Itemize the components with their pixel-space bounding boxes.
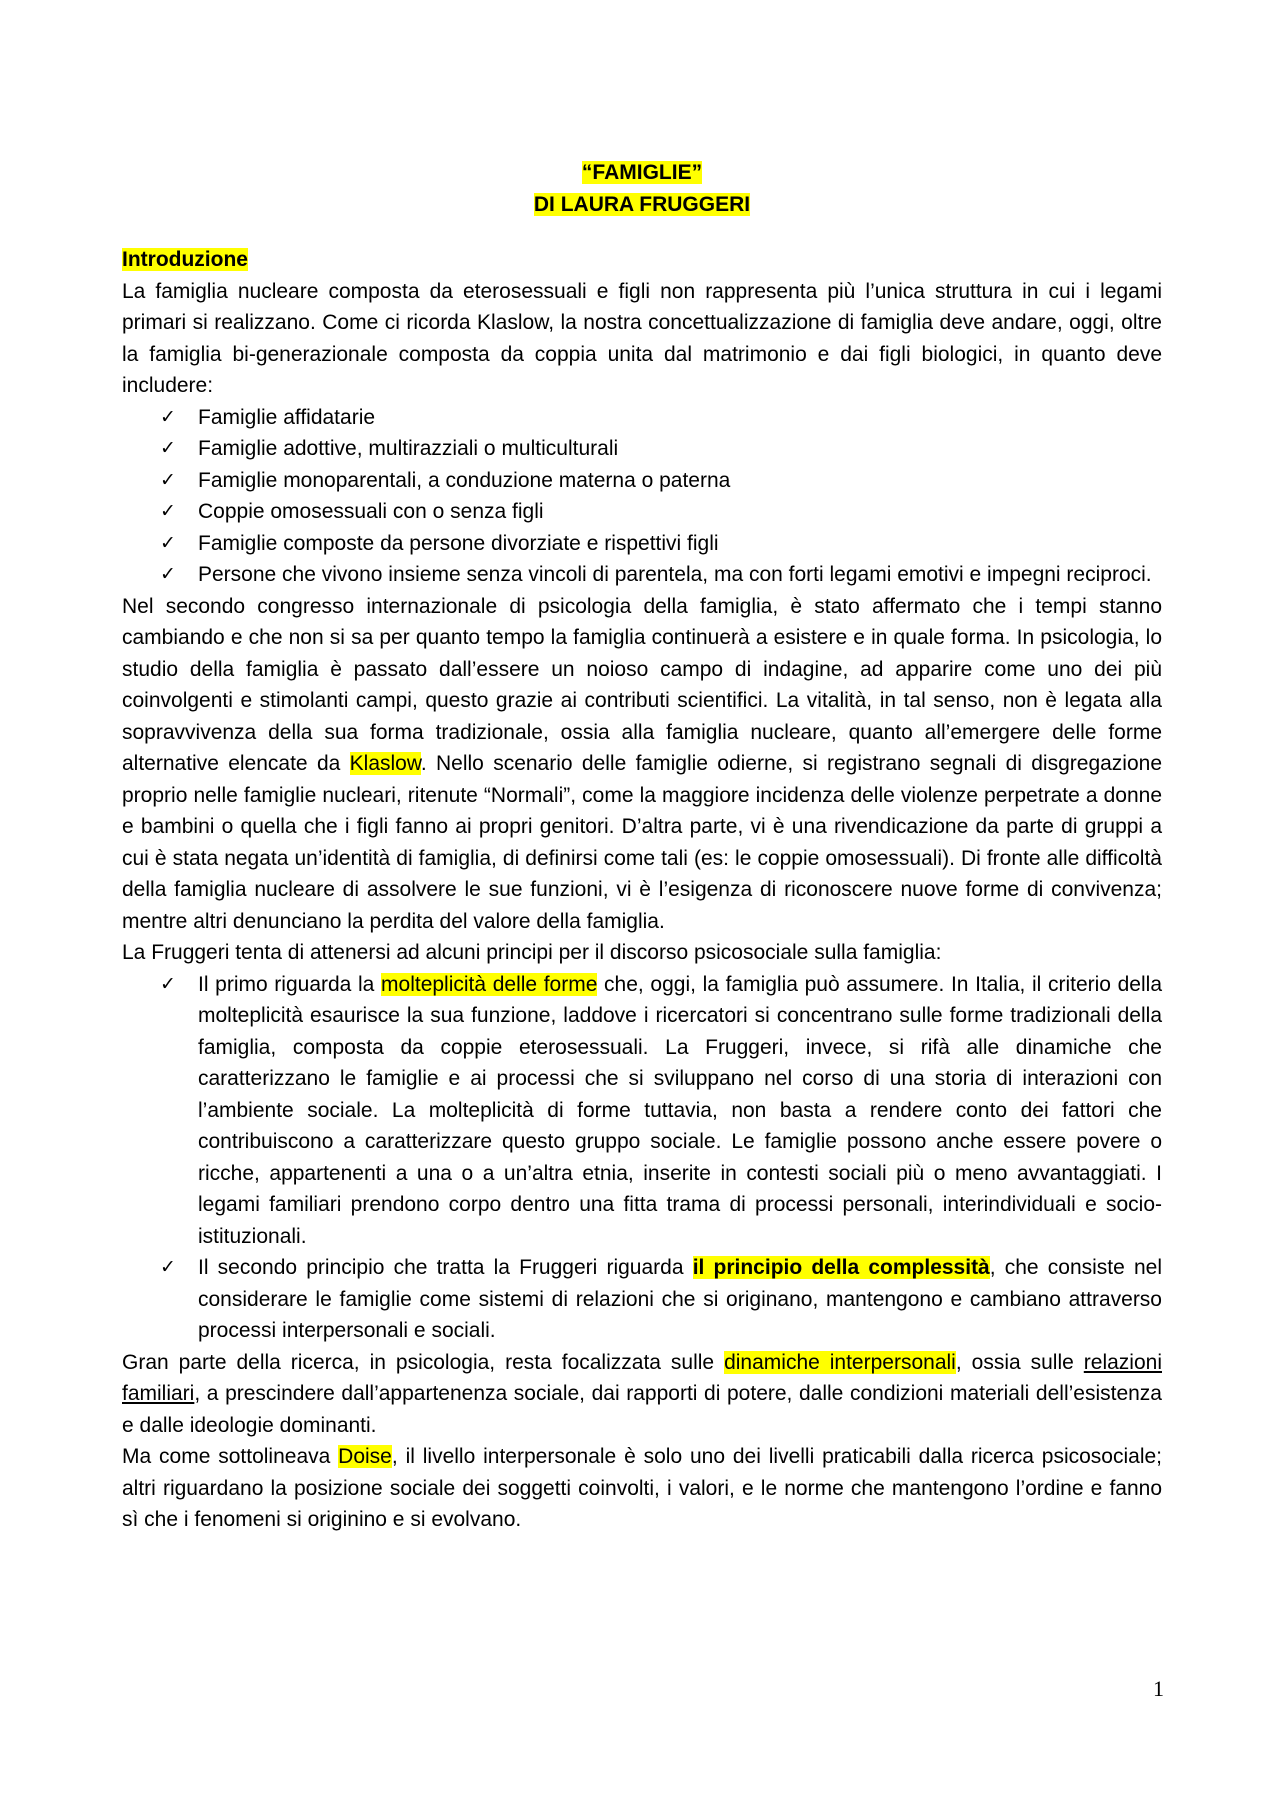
list-item: ✓ Il secondo principio che tratta la Fruggeri riguarda il principio della complessità, che consiste nel considerare le famiglie come sistemi di relazioni che si originano, mantengono e cambiano attraverso processi interpersonali e sociali. — [198, 1252, 1162, 1347]
list-item: ✓ Famiglie monoparentali, a conduzione materna o paterna — [198, 465, 1162, 497]
check-icon: ✓ — [160, 1256, 176, 1278]
paragraph-congress: Nel secondo congresso internazionale di psicologia della famiglia, è stato affermato che i tempi stanno cambiando e che non si sa per quanto tempo la famiglia continuerà a esistere e in quale forma. In psicologia, lo studio della famiglia è passato dall’essere un noioso campo di indagine, ad apparire come uno dei più coinvolgenti e stimolanti campi, questo grazie ai contributi scientifici. La vitalità, in tal senso, non è legata alla sopravvivenza della sua forma tradizionale, ossia alla famiglia nucleare, quanto all’emergere delle forme alternative elencate da Klaslow. Nello scenario delle famiglie odierne, si registrano segnali di disgregazione proprio nelle famiglie nucleari, ritenute “Normali”, come la maggiore incidenza delle violenze perpetrate a donne e bambini o quella che i figli fanno ai propri genitori. D’altra parte, vi è una rivendicazione da parte di gruppi a cui è stata negata un’identità di famiglia, di definirsi come tali (es: le coppie omosessuali). Di fronte alle difficoltà della famiglia nucleare di assolvere le sue funzioni, vi è l’esigenza di riconoscere nuove forme di convivenza; mentre altri denunciano la perdita del valore della famiglia. — [122, 594, 1162, 933]
check-icon: ✓ — [160, 437, 176, 459]
underline-relazioni: relazioni familiari — [122, 1350, 1162, 1405]
intro-paragraph: La famiglia nucleare composta da eterosessuali e figli non rappresenta più l’unica struttura in cui i legami primari si realizzano. Come ci ricorda Klaslow, la nostra concettualizzazione di famiglia deve andare, oggi, oltre la famiglia bi-generazionale composta da coppia unita dal matrimonio e dai figli biologici, in quanto deve includere: — [122, 279, 1162, 397]
highlight-doise: Doise — [338, 1445, 392, 1468]
highlight-complessita: il principio della complessità — [692, 1256, 990, 1279]
page-number: 1 — [1153, 1676, 1164, 1701]
highlight-dinamiche: dinamiche interpersonali — [724, 1350, 956, 1374]
title-line-1: “FAMIGLIE” — [581, 161, 703, 184]
check-icon: ✓ — [160, 563, 176, 585]
paragraph-principles-intro: La Fruggeri tenta di attenersi ad alcuni principi per il discorso psicosociale sulla famiglia: — [122, 941, 942, 964]
list-item: ✓ Persone che vivono insieme senza vincoli di parentela, ma con forti legami emotivi e impegni reciproci. — [198, 559, 1162, 591]
paragraph-research: Gran parte della ricerca, in psicologia, resta focalizzata sulle dinamiche interpersonali, ossia sulle relazioni familiari, a prescindere dall’appartenenza sociale, dai rapporti di potere, dalle condizioni materiali dell’esistenza e dalle ideologie dominanti. — [122, 1350, 1162, 1437]
check-icon: ✓ — [160, 500, 176, 522]
highlight-klaslow: Klaslow — [349, 752, 421, 775]
document-title — [122, 157, 1162, 220]
list-item: ✓ Famiglie composte da persone divorziate e rispettivi figli — [198, 528, 1162, 560]
highlight-molteplicita: molteplicità delle forme — [381, 972, 598, 996]
list-item: ✓ Famiglie affidatarie — [198, 402, 1162, 434]
document-page — [122, 157, 1162, 1536]
list-item: ✓ Il primo riguarda la molteplicità delle forme che, oggi, la famiglia può assumere. In Italia, il criterio della molteplicità esaurisce la sua funzione, laddove i ricercatori si concentrano sulle forme tradizionali della famiglia, composta da coppie eterosessuali. La Fruggeri, invece, si rifà alle dinamiche che caratterizzano le famiglie e ai processi che si sviluppano nel corso di una storia di interazioni con l’ambiente sociale. La molteplicità di forme tuttavia, non basta a rendere conto dei fattori che contribuiscono a caratterizzare questo gruppo sociale. Le famiglie possono anche essere povere o ricche, appartenenti a una o a un’altra etnia, inserite in contesti sociali più o meno avvantaggiati. I legami familiari prendono corpo dentro una fitta trama di processi personali, interindividuali e socio-istituzionali. — [198, 969, 1162, 1253]
list-item: ✓ Famiglie adottive, multirazziali o multiculturali — [198, 433, 1162, 465]
paragraph-doise: Ma come sottolineava Doise, il livello interpersonale è solo uno dei livelli praticabili dalla ricerca psicosociale; altri riguardano la posizione sociale dei soggetti coinvolti, i valori, e le norme che mantengono l’ordine e fanno sì che i fenomeni si originino e si evolvano. — [122, 1445, 1162, 1531]
forms-list — [122, 402, 1162, 591]
principles-list — [122, 969, 1162, 1347]
section-heading: Introduzione — [122, 248, 248, 271]
title-line-2: DI LAURA FRUGGERI — [533, 192, 751, 216]
check-icon: ✓ — [160, 405, 176, 428]
check-icon: ✓ — [160, 468, 176, 491]
list-item: ✓ Coppie omosessuali con o senza figli — [198, 496, 1162, 528]
check-icon: ✓ — [160, 972, 176, 995]
check-icon: ✓ — [160, 531, 176, 554]
